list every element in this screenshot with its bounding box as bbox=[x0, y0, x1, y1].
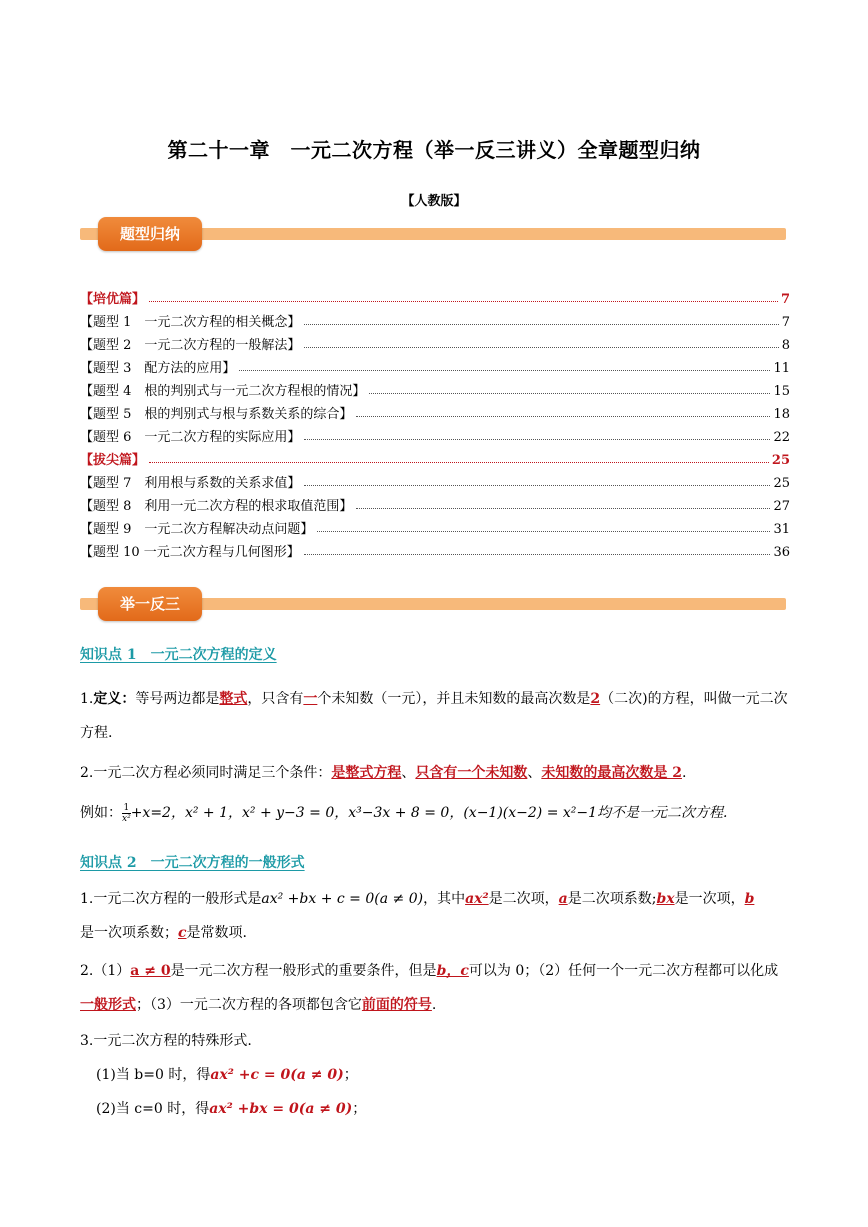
toc-entry-page: 25 bbox=[773, 476, 790, 491]
toc-entry-label: 【题型 4 根的判别式与一元二次方程根的情况】 bbox=[80, 384, 366, 399]
toc-entry-page: 11 bbox=[773, 361, 790, 376]
toc-dot-leader bbox=[369, 393, 770, 394]
toc-entry[interactable] bbox=[80, 353, 790, 376]
knowledge-point-2-heading: 知识点 2 一元二次方程的一般形式 bbox=[80, 855, 305, 871]
toc-entry-page: 7 bbox=[780, 292, 790, 307]
toc-dot-leader bbox=[149, 301, 778, 302]
kp1-example-paragraph: 例如： $\frac{1}{\text{x²}}$ +x=2，x² + 1，x² + y−3 = 0，x³−3x + 8 = 0，(x−1)(x−2) = x²−1均不是一元二次方程. bbox=[80, 802, 728, 824]
toc-entry-label: 【题型 6 一元二次方程的实际应用】 bbox=[80, 430, 301, 445]
toc-dot-leader bbox=[304, 347, 778, 348]
toc-entry-label: 【题型 1 一元二次方程的相关概念】 bbox=[80, 315, 301, 330]
toc-entry[interactable] bbox=[80, 376, 790, 399]
toc-entry[interactable] bbox=[80, 307, 790, 330]
toc-entry-page: 25 bbox=[771, 453, 790, 468]
knowledge-point-1-heading: 知识点 1 一元二次方程的定义 bbox=[80, 647, 277, 663]
toc-entry-page: 7 bbox=[781, 315, 790, 330]
section-pill-question-types: 题型归纳 bbox=[98, 217, 202, 251]
kp1-definition-paragraph: 1.定义：等号两边都是整式，只含有一个未知数（一元），并且未知数的最高次数是2（二次)的方程，叫做一元二次方程. bbox=[80, 691, 788, 741]
toc-entry[interactable] bbox=[80, 491, 790, 514]
toc-entry[interactable] bbox=[80, 514, 790, 537]
toc-entry-page: 15 bbox=[773, 384, 790, 399]
kp2-conditions-paragraph: 2.（1）a ≠ 0是一元二次方程一般形式的重要条件，但是b，c可以为 0；（2）任何一个一元二次方程都可以化成一般形式；（3）一元二次方程的各项都包含它前面的符号. bbox=[80, 963, 779, 1013]
toc-entry[interactable] bbox=[80, 445, 790, 468]
toc-entry-label: 【题型 7 利用根与系数的关系求值】 bbox=[80, 476, 301, 491]
toc-entry-label: 【题型 10 一元二次方程与几何图形】 bbox=[80, 545, 300, 560]
toc-dot-leader bbox=[356, 508, 770, 509]
toc-entry-label: 【题型 5 根的判别式与根与系数关系的综合】 bbox=[80, 407, 353, 422]
toc-entry-page: 22 bbox=[773, 430, 790, 445]
toc-entry-page: 31 bbox=[773, 522, 790, 537]
toc-entry[interactable] bbox=[80, 399, 790, 422]
page-title: 第二十一章 一元二次方程（举一反三讲义）全章题型归纳 bbox=[167, 138, 701, 162]
toc-entry-page: 36 bbox=[773, 545, 790, 560]
toc-entry[interactable] bbox=[80, 284, 790, 307]
toc-dot-leader bbox=[304, 554, 771, 555]
toc-entry[interactable] bbox=[80, 422, 790, 445]
kp1-conditions-paragraph: 2.一元二次方程必须同时满足三个条件：是整式方程、只含有一个未知数、未知数的最高次数是 2. bbox=[80, 765, 687, 781]
toc-entry-page: 27 bbox=[773, 499, 790, 514]
kp2-general-form-paragraph: 1.一元二次方程的一般形式是ax² +bx + c = 0(a ≠ 0)，其中ax²是二次项，a是二次项系数;bx是一次项，b 是一次项系数；c是常数项. bbox=[80, 891, 755, 941]
toc-entry-page: 8 bbox=[781, 338, 790, 353]
toc-entry-label: 【题型 8 利用一元二次方程的根求取值范围】 bbox=[80, 499, 353, 514]
toc-entry-label: 【题型 9 一元二次方程解决动点问题】 bbox=[80, 522, 314, 537]
toc-entry-label: 【题型 2 一元二次方程的一般解法】 bbox=[80, 338, 301, 353]
toc-entry-label: 【培优篇】 bbox=[80, 292, 146, 307]
toc-dot-leader bbox=[149, 462, 769, 463]
section-pill-examples: 举一反三 bbox=[98, 587, 202, 621]
toc-dot-leader bbox=[317, 531, 770, 532]
kp2-special-form-2: (2)当 c=0 时，得ax² +bx = 0(a ≠ 0)； bbox=[96, 1101, 367, 1117]
fraction-one-over-x-squared: $\frac{1}{\text{x²}}$ bbox=[122, 802, 131, 824]
toc-entry[interactable] bbox=[80, 330, 790, 353]
toc-entry-label: 【拔尖篇】 bbox=[80, 453, 146, 468]
toc-dot-leader bbox=[304, 439, 770, 440]
toc-entry[interactable] bbox=[80, 468, 790, 491]
toc-entry[interactable] bbox=[80, 537, 790, 560]
toc-dot-leader bbox=[304, 324, 778, 325]
table-of-contents bbox=[80, 284, 790, 560]
toc-entry-page: 18 bbox=[773, 407, 790, 422]
edition-subtitle: 【人教版】 bbox=[401, 194, 467, 209]
toc-dot-leader bbox=[239, 370, 770, 371]
kp2-special-form-1: (1)当 b=0 时，得ax² +c = 0(a ≠ 0)； bbox=[96, 1067, 358, 1083]
kp2-special-forms-heading: 3.一元二次方程的特殊形式. bbox=[80, 1033, 252, 1049]
toc-dot-leader bbox=[356, 416, 770, 417]
toc-dot-leader bbox=[304, 485, 770, 486]
toc-entry-label: 【题型 3 配方法的应用】 bbox=[80, 361, 236, 376]
